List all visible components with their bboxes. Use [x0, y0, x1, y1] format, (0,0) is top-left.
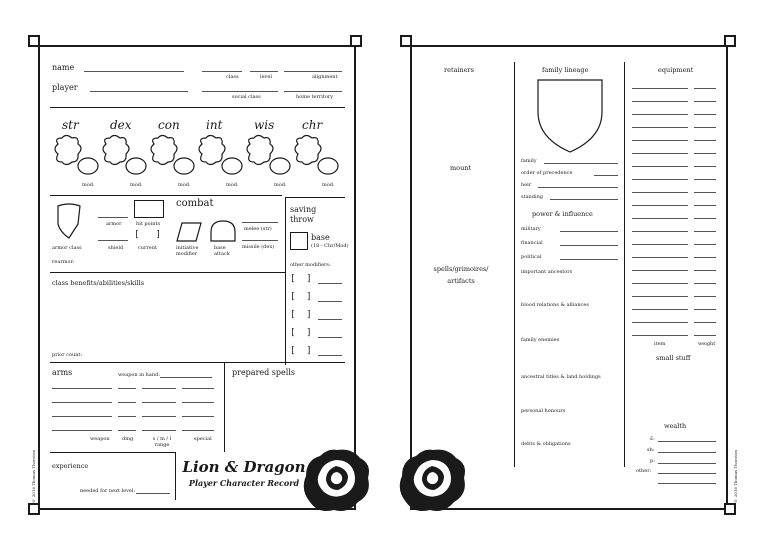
divider — [285, 197, 286, 365]
class-label: class — [226, 74, 239, 80]
weapon-field[interactable] — [52, 430, 112, 431]
special-field[interactable] — [182, 402, 214, 403]
item-field[interactable] — [632, 205, 688, 206]
alignment-field[interactable] — [284, 71, 342, 72]
divider — [175, 452, 176, 500]
political-field[interactable] — [560, 259, 618, 260]
modifier-bracket[interactable]: [ ] — [290, 328, 312, 338]
weapon-in-hand-label: weapon in hand: — [118, 372, 160, 378]
ability-name: dex — [110, 118, 132, 132]
hit-points-label: hit points — [136, 221, 161, 227]
other-modifiers-label: other modifiers: — [290, 262, 331, 268]
corner-ornament — [724, 35, 736, 47]
range-field[interactable] — [142, 430, 176, 431]
mod-label: mod. — [226, 182, 239, 188]
rose-icon — [396, 446, 470, 516]
divider — [624, 62, 625, 467]
important-ancestors-label: important ancestors — [521, 269, 573, 275]
ability-chr — [292, 118, 342, 188]
pounds-label: £: — [650, 436, 655, 442]
armor-class-shield-icon[interactable] — [54, 202, 84, 240]
ancestral-titles-label: ancestral titles & land holdings — [521, 374, 601, 380]
military-label: military — [521, 226, 541, 232]
arms-title: arms — [52, 368, 73, 377]
shillings-label: sh: — [647, 447, 655, 453]
item-field[interactable] — [632, 153, 688, 154]
item-field[interactable] — [632, 114, 688, 115]
retainers-label: retainers — [444, 66, 474, 74]
melee-label: melee (str) — [244, 226, 272, 232]
saving-base-sub: (18 - Chr/Mod) — [311, 243, 349, 249]
weapon-in-hand-field[interactable] — [160, 377, 212, 378]
item-field[interactable] — [632, 140, 688, 141]
weapon-col-label: weapon — [90, 436, 110, 442]
item-field[interactable] — [632, 231, 688, 232]
home-territory-field[interactable] — [284, 91, 342, 92]
ability-name: wis — [254, 118, 275, 132]
item-field[interactable] — [632, 244, 688, 245]
modifier-field[interactable] — [318, 355, 342, 356]
item-col-label: item — [654, 341, 666, 347]
corner-ornament — [28, 503, 40, 515]
weight-field[interactable] — [694, 309, 716, 310]
mod-label: mod. — [130, 182, 143, 188]
debts-obligations-label: debts & obligations — [521, 441, 571, 447]
family-field-label: family — [521, 158, 537, 164]
name-label: name — [52, 63, 75, 72]
class-benefits-area[interactable] — [50, 290, 282, 348]
pence-field[interactable] — [658, 463, 716, 464]
mod-label: mod. — [82, 182, 95, 188]
corner-ornament — [724, 503, 736, 515]
item-field[interactable] — [632, 257, 688, 258]
hit-points-box[interactable] — [134, 200, 164, 218]
corner-ornament — [350, 35, 362, 47]
dmg-field[interactable] — [118, 402, 136, 403]
weapon-field[interactable] — [52, 402, 112, 403]
prepared-spells-title: prepared spells — [232, 368, 295, 377]
mod-label: mod. — [178, 182, 191, 188]
dmg-field[interactable] — [118, 430, 136, 431]
corner-ornament — [400, 35, 412, 47]
modifier-bracket[interactable]: [ ] — [290, 292, 312, 302]
spells-grimoires-label: spells/grimoires/ artifacts — [433, 265, 489, 285]
weight-field[interactable] — [694, 179, 716, 180]
saving-base-box[interactable] — [290, 232, 308, 250]
player-field[interactable] — [90, 91, 188, 92]
mod-label: mod. — [274, 182, 287, 188]
equipment-label: equipment — [658, 66, 694, 74]
military-field[interactable] — [560, 231, 618, 232]
item-field[interactable] — [632, 322, 688, 323]
range-field[interactable] — [142, 388, 176, 389]
weight-field[interactable] — [694, 257, 716, 258]
weight-field[interactable] — [694, 166, 716, 167]
standing-label: standing — [521, 194, 543, 200]
level-label: level — [260, 74, 272, 80]
flower-score-icon[interactable] — [292, 134, 340, 176]
weight-field[interactable] — [694, 231, 716, 232]
armor-label: armor — [106, 221, 122, 227]
heir-field[interactable] — [538, 187, 618, 188]
class-field[interactable] — [202, 71, 242, 72]
weight-field[interactable] — [694, 322, 716, 323]
home-territory-label: home territory — [296, 94, 334, 100]
special-field[interactable] — [182, 430, 214, 431]
range-col-label: s / m / l range — [152, 436, 172, 448]
armor-class-label: armor class — [52, 245, 82, 251]
current-label: current — [138, 245, 157, 251]
weight-field[interactable] — [694, 88, 716, 89]
missile-field[interactable] — [242, 240, 278, 241]
modifier-field[interactable] — [318, 283, 342, 284]
item-field[interactable] — [632, 166, 688, 167]
weight-field[interactable] — [694, 127, 716, 128]
ability-con — [148, 118, 196, 188]
logo-subtitle: Player Character Record — [188, 478, 300, 488]
weight-field[interactable] — [694, 192, 716, 193]
corner-ornament — [28, 35, 40, 47]
other-wealth-label: other: — [636, 468, 652, 474]
right-copyright: © 2016 Thomas Thoroton — [733, 450, 738, 504]
social-class-label: social class — [232, 94, 261, 100]
initiative-parallelogram-icon[interactable] — [176, 222, 202, 242]
modifier-field[interactable] — [318, 301, 342, 302]
weight-field[interactable] — [694, 140, 716, 141]
blood-relations-label: blood relations & alliances — [521, 302, 589, 308]
needed-next-level-label: needed for next level: — [80, 488, 136, 494]
left-copyright: © 2016 Thomas Thoroton — [31, 450, 36, 504]
item-field[interactable] — [632, 88, 688, 89]
base-attack-dome-icon[interactable] — [210, 220, 236, 242]
special-col-label: special — [194, 436, 212, 442]
throw-title: throw — [290, 215, 314, 224]
weight-field[interactable] — [694, 296, 716, 297]
weapon-field[interactable] — [52, 416, 112, 417]
item-field[interactable] — [632, 127, 688, 128]
financial-field[interactable] — [560, 245, 618, 246]
ability-name: int — [206, 118, 223, 132]
ability-int — [196, 118, 244, 188]
saving-title: saving — [290, 205, 317, 214]
divider — [224, 362, 225, 452]
dmg-field[interactable] — [118, 388, 136, 389]
rearmor-label: rearmor: — [52, 259, 75, 265]
level-field[interactable] — [250, 71, 278, 72]
weight-field[interactable] — [694, 244, 716, 245]
item-field[interactable] — [632, 218, 688, 219]
personal-honours-label: personal honours — [521, 408, 566, 414]
mount-label: mount — [450, 164, 472, 172]
pence-label: p: — [650, 458, 655, 464]
dmg-col-label: dmg — [122, 436, 134, 442]
financial-label: financial — [521, 240, 543, 246]
flower-score-icon[interactable] — [244, 134, 292, 176]
modifier-field[interactable] — [318, 337, 342, 338]
missile-label: missile (dex) — [242, 244, 275, 250]
flower-score-icon[interactable] — [52, 134, 100, 176]
ability-str — [52, 118, 100, 188]
weight-field[interactable] — [694, 153, 716, 154]
special-field[interactable] — [182, 388, 214, 389]
saving-base-label: base — [311, 233, 330, 242]
other-wealth-field[interactable] — [658, 473, 716, 474]
wealth-label: wealth — [664, 422, 687, 430]
weight-field[interactable] — [694, 270, 716, 271]
item-field[interactable] — [632, 101, 688, 102]
item-field[interactable] — [632, 283, 688, 284]
modifier-bracket[interactable]: [ ] — [290, 310, 312, 320]
divider — [50, 195, 282, 196]
divider — [50, 452, 175, 453]
order-precedence-field[interactable] — [594, 175, 618, 176]
range-field[interactable] — [142, 416, 176, 417]
other-wealth-field-2[interactable] — [658, 483, 716, 484]
divider — [50, 272, 285, 273]
weapon-field[interactable] — [52, 388, 112, 389]
current-hp-bracket[interactable]: [ ] — [134, 230, 162, 240]
item-field[interactable] — [632, 309, 688, 310]
modifier-bracket[interactable]: [ ] — [290, 346, 312, 356]
item-field[interactable] — [632, 179, 688, 180]
shillings-field[interactable] — [658, 452, 716, 453]
modifier-bracket[interactable]: [ ] — [290, 274, 312, 284]
ability-name: chr — [302, 118, 323, 132]
rose-icon — [300, 446, 374, 516]
range-field[interactable] — [142, 402, 176, 403]
armor-field[interactable] — [98, 217, 128, 218]
mod-label: mod. — [322, 182, 335, 188]
class-benefits-label: class benefits/abilities/skills — [52, 279, 145, 287]
experience-label: experience — [52, 462, 89, 470]
divider — [285, 197, 345, 198]
logo-title: Lion & Dragon — [182, 458, 306, 476]
item-field[interactable] — [632, 335, 688, 336]
heir-label: heir — [521, 182, 532, 188]
logo — [180, 458, 308, 498]
flower-score-icon[interactable] — [148, 134, 196, 176]
name-field[interactable] — [84, 71, 184, 72]
dmg-field[interactable] — [118, 416, 136, 417]
initiative-label: initiative modifier — [176, 245, 199, 257]
political-label: political — [521, 254, 542, 260]
flower-score-icon[interactable] — [196, 134, 244, 176]
flower-score-icon[interactable] — [100, 134, 148, 176]
divider — [514, 62, 515, 467]
special-field[interactable] — [182, 416, 214, 417]
weight-field[interactable] — [694, 101, 716, 102]
weight-field[interactable] — [694, 205, 716, 206]
family-enemies-label: family enemies — [521, 337, 560, 343]
ability-wis — [244, 118, 292, 188]
ability-name: con — [158, 118, 180, 132]
shield-field[interactable] — [98, 240, 128, 241]
melee-field[interactable] — [242, 222, 278, 223]
order-precedence-label: order of precedence — [521, 170, 573, 176]
ability-name: str — [62, 118, 79, 132]
family-crest-shield-icon[interactable] — [536, 78, 604, 154]
pounds-field[interactable] — [658, 441, 716, 442]
weight-col-label: weight — [698, 341, 716, 347]
weight-field[interactable] — [694, 218, 716, 219]
divider — [50, 107, 345, 108]
base-attack-label: base attack — [214, 245, 230, 257]
item-field[interactable] — [632, 192, 688, 193]
prior-count-label: prior count: — [52, 352, 83, 358]
combat-title: combat — [176, 198, 214, 209]
weight-field[interactable] — [694, 114, 716, 115]
power-influence-label: power & influence — [532, 210, 593, 218]
family-lineage-label: family lineage — [542, 66, 589, 74]
modifier-field[interactable] — [318, 319, 342, 320]
family-field[interactable] — [544, 163, 618, 164]
divider — [50, 362, 345, 363]
standing-field[interactable] — [550, 199, 618, 200]
item-field[interactable] — [632, 296, 688, 297]
social-class-field[interactable] — [202, 91, 278, 92]
ability-dex — [100, 118, 148, 188]
weight-field[interactable] — [694, 283, 716, 284]
shield-label: shield — [108, 245, 124, 251]
weight-field[interactable] — [694, 335, 716, 336]
small-stuff-label: small stuff — [656, 354, 691, 362]
item-field[interactable] — [632, 270, 688, 271]
needed-next-level-field[interactable] — [136, 493, 170, 494]
alignment-label: alignment — [312, 74, 338, 80]
player-label: player — [52, 83, 78, 92]
